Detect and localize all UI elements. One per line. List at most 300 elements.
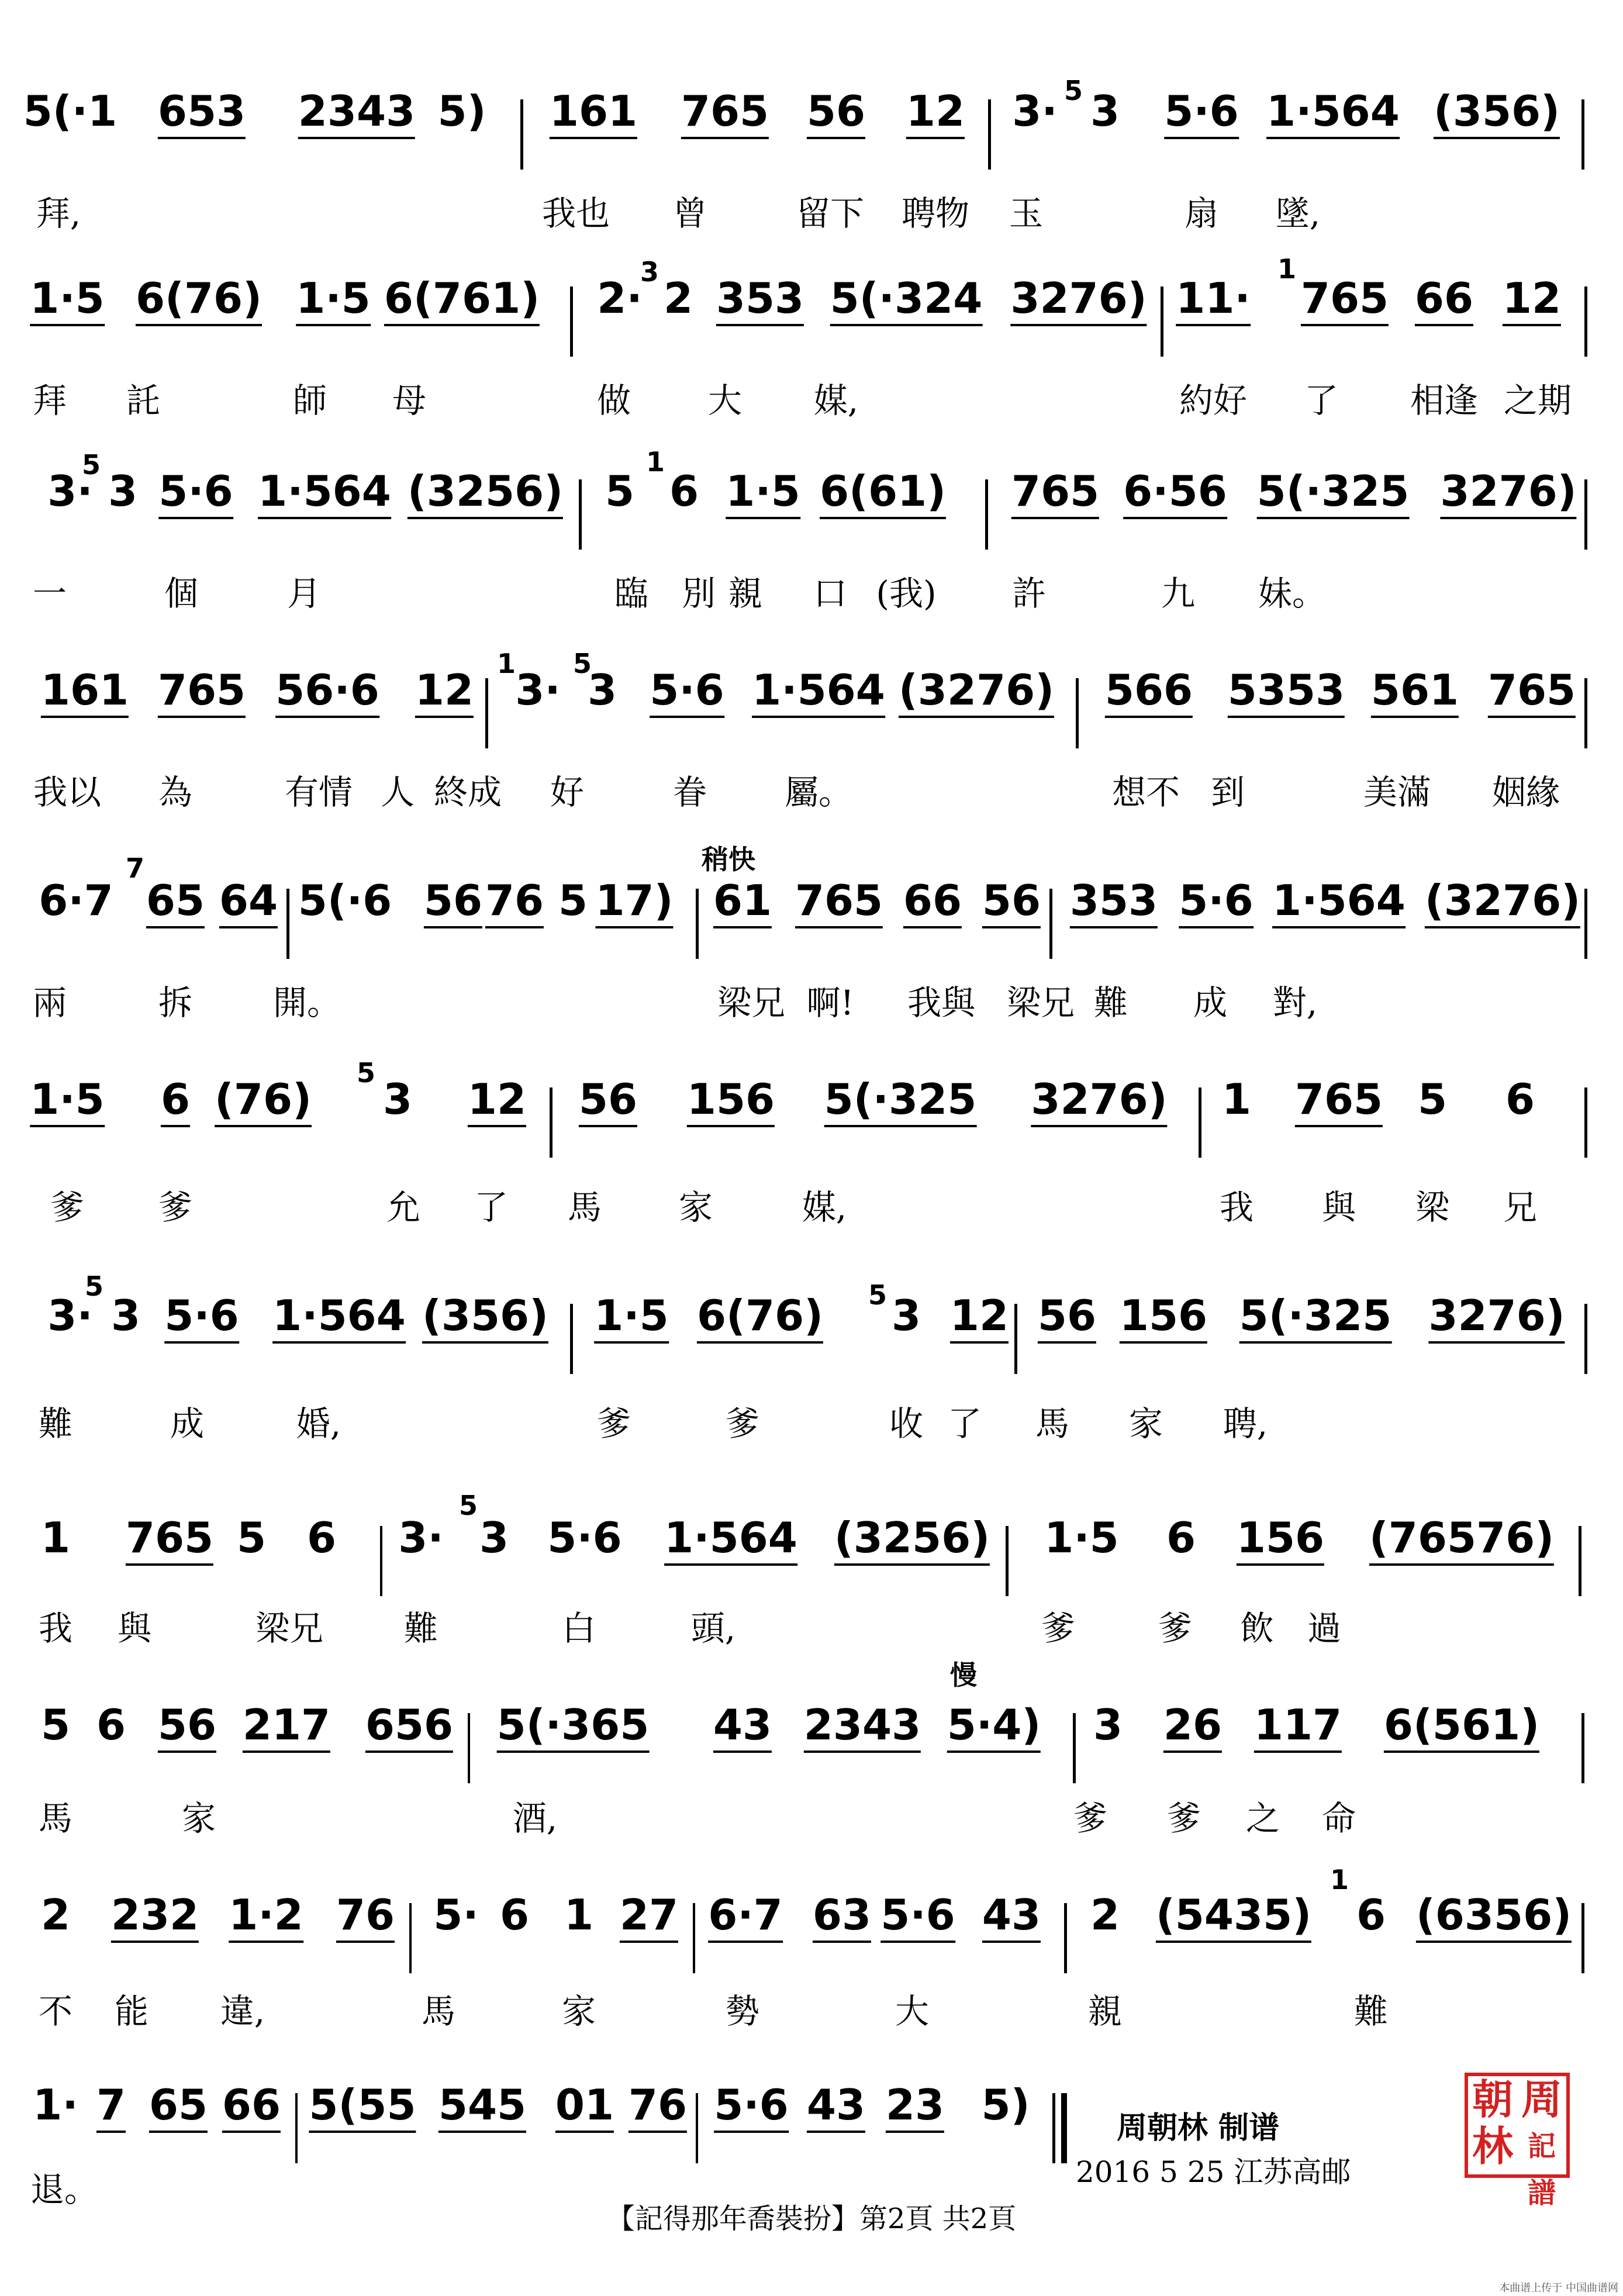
seal-char: 林 xyxy=(1472,2122,1513,2170)
note-group: 66 xyxy=(1415,275,1473,326)
lyric: 爹 xyxy=(50,1187,85,1227)
note-group: 27 xyxy=(620,1891,678,1943)
grace-note: 5 xyxy=(357,1057,376,1089)
notation-line xyxy=(0,648,1623,748)
notation-line xyxy=(0,446,1623,550)
lyric: 與 xyxy=(1321,1187,1356,1227)
bar-line xyxy=(1052,2093,1055,2163)
note-group: 6 xyxy=(161,1076,190,1127)
note-group: 43 xyxy=(982,1891,1041,1943)
note-group: 12 xyxy=(415,667,474,718)
lyric: 臨 xyxy=(614,574,649,613)
lyric: 美滿 xyxy=(1363,772,1432,812)
note-group: 56·6 xyxy=(275,667,379,718)
note-group: 6 xyxy=(96,1700,126,1749)
lyric: 難 xyxy=(403,1608,438,1648)
lyric: 能 xyxy=(114,1991,149,2031)
note-group: 5353 xyxy=(1228,667,1345,718)
note-group: (76) xyxy=(215,1076,312,1127)
lyric: 親 xyxy=(728,574,763,613)
note-group: 1· xyxy=(33,2080,78,2129)
bar-line xyxy=(409,1903,412,1973)
note-group: 3· xyxy=(47,467,93,516)
note-group: 5·6 xyxy=(714,2081,789,2133)
note-group: 65 xyxy=(146,877,205,928)
lyric: 爹 xyxy=(1041,1608,1076,1648)
lyric: 難 xyxy=(1093,983,1128,1023)
lyric: 聘物 xyxy=(901,194,970,233)
lyric: 約好 xyxy=(1179,381,1248,420)
note-group: 5·6 xyxy=(547,1513,622,1562)
lyric: 難 xyxy=(38,1404,73,1444)
note-group: 156 xyxy=(687,1076,775,1127)
note-group: 353 xyxy=(716,275,804,326)
lyric: 大 xyxy=(707,381,743,420)
note-group: 765 xyxy=(795,877,883,928)
note-group: 5·6 xyxy=(880,1891,955,1943)
note-group: (3256) xyxy=(834,1514,990,1566)
lyric: 頭, xyxy=(690,1608,736,1648)
note-group: 56 xyxy=(579,1076,637,1127)
lyric: 我 xyxy=(38,1608,73,1648)
lyric: 好 xyxy=(550,772,585,812)
lyric: 爹 xyxy=(596,1404,631,1444)
note-group: 2 xyxy=(1090,1890,1120,1939)
note-group: (5435) xyxy=(1156,1891,1311,1943)
note-group: 765 xyxy=(126,1514,213,1566)
lyrics-line xyxy=(0,772,1623,819)
seal-char: 周 xyxy=(1521,2075,1562,2124)
lyric: 馬 xyxy=(38,1798,73,1838)
note-group: 63 xyxy=(813,1891,871,1943)
lyric: 兄 xyxy=(1503,1187,1538,1227)
lyric: 拆 xyxy=(158,983,193,1023)
lyric: 過 xyxy=(1307,1608,1342,1648)
note-group: 353 xyxy=(1070,877,1158,928)
note-group: 5) xyxy=(981,2080,1030,2129)
note-group: 1·5 xyxy=(1044,1513,1119,1562)
note-group: 765 xyxy=(1295,1076,1383,1127)
note-group: (76576) xyxy=(1369,1514,1554,1566)
lyrics-line xyxy=(0,1991,1623,2038)
note-group: 1·5 xyxy=(30,275,105,326)
bar-line xyxy=(520,99,523,170)
note-group: 566 xyxy=(1105,667,1193,718)
note-group: (6356) xyxy=(1416,1891,1572,1943)
lyric: 大 xyxy=(895,1991,930,2031)
note-group: 1 xyxy=(1221,1075,1252,1124)
note-group: 3· xyxy=(398,1513,444,1562)
lyric: 家 xyxy=(561,1991,596,2031)
note-group: 3276) xyxy=(1010,275,1147,326)
lyric: 馬 xyxy=(1035,1404,1070,1444)
bar-line xyxy=(696,2093,698,2163)
note-group: 17) xyxy=(595,877,673,928)
lyric: 眷 xyxy=(672,772,707,812)
note-group: 5 xyxy=(40,1700,71,1749)
site-credit: 本曲谱上传于 中国曲谱网 xyxy=(1499,2282,1618,2294)
name-seal xyxy=(1465,2073,1570,2209)
lyric: 人 xyxy=(380,772,415,812)
bar-line xyxy=(1584,1087,1587,1158)
note-group: 232 xyxy=(111,1891,199,1943)
note-group: 5(·1 xyxy=(23,87,118,136)
lyric: 酒, xyxy=(512,1798,558,1838)
note-group: (3276) xyxy=(899,667,1054,718)
note-group: 43 xyxy=(807,2081,865,2133)
lyric: 別 xyxy=(681,574,716,613)
bar-line xyxy=(550,1087,552,1158)
lyric: 梁兄 xyxy=(717,983,786,1023)
note-group: 3 xyxy=(587,665,617,714)
lyric: 命 xyxy=(1321,1798,1356,1838)
grace-note: 5 xyxy=(85,1270,104,1302)
note-group: (356) xyxy=(1434,88,1560,139)
lyric: 梁 xyxy=(1415,1187,1450,1227)
bar-line xyxy=(1006,1526,1009,1596)
bar-line xyxy=(570,1304,573,1374)
bar-line xyxy=(1579,1526,1581,1596)
note-group: 217 xyxy=(243,1701,330,1753)
lyric: 爹 xyxy=(1073,1798,1108,1838)
lyric: 啊! xyxy=(806,983,854,1023)
note-group: 1 xyxy=(40,1513,71,1562)
note-group: 5·6 xyxy=(650,667,724,718)
note-group: 01 xyxy=(555,2081,614,2133)
lyric: 梁兄 xyxy=(1006,983,1075,1023)
note-group: 765 xyxy=(1488,667,1576,718)
note-group: 5(·6 xyxy=(298,876,392,925)
grace-note: 5 xyxy=(573,648,592,679)
page-footer: 【記得那年喬裝扮】第2頁 共2頁 xyxy=(606,2202,1017,2235)
note-group: 3 xyxy=(382,1075,413,1124)
bar-line xyxy=(1049,889,1052,959)
notation-line xyxy=(0,1701,1623,1783)
grace-note: 1 xyxy=(497,648,516,679)
note-group: 1·564 xyxy=(258,468,391,519)
note-group: 5 xyxy=(558,876,588,925)
note-group: 76 xyxy=(485,877,544,928)
lyric: 口 xyxy=(813,574,848,613)
bar-line xyxy=(1584,479,1587,550)
note-group: 6(76) xyxy=(697,1292,823,1344)
note-group: 1·5 xyxy=(594,1292,669,1344)
lyric: 墜, xyxy=(1275,194,1321,233)
lyric: 飲 xyxy=(1239,1608,1275,1648)
bar-line xyxy=(1014,1304,1017,1374)
grace-note: 3 xyxy=(640,256,659,288)
lyric: 我也 xyxy=(541,194,610,233)
lyric: 屬。 xyxy=(784,772,853,812)
note-group: 6 xyxy=(1166,1513,1196,1562)
lyric: 曾 xyxy=(672,194,707,233)
lyrics-line xyxy=(0,982,1623,1029)
bar-line xyxy=(295,2093,298,2163)
note-group: 156 xyxy=(1120,1292,1207,1344)
lyrics-line xyxy=(0,193,1623,240)
note-group: 6 xyxy=(499,1890,530,1939)
lyric: 一 xyxy=(32,574,67,613)
notation-line xyxy=(0,1270,1623,1374)
lyric: 爹 xyxy=(725,1404,760,1444)
note-group: (3256) xyxy=(408,468,563,519)
note-group: 5(55 xyxy=(309,2081,416,2133)
note-group: 3276) xyxy=(1440,468,1576,519)
note-group: 5·6 xyxy=(164,1292,239,1344)
bar-line xyxy=(286,889,289,959)
note-group: 76 xyxy=(336,1891,395,1943)
note-group: (3276) xyxy=(1425,877,1580,928)
note-group: 66 xyxy=(903,877,962,928)
lyric: 母 xyxy=(392,381,427,420)
note-group: 56 xyxy=(1038,1292,1096,1344)
note-group: 5(·365 xyxy=(497,1701,650,1753)
lyric: 馬 xyxy=(421,1991,456,2031)
note-group: 656 xyxy=(365,1701,453,1753)
note-group: 1·564 xyxy=(664,1514,797,1566)
lyric: 做 xyxy=(596,381,631,420)
lyric: 託 xyxy=(126,381,161,420)
bar-line xyxy=(468,1713,470,1783)
grace-note: 1 xyxy=(646,446,665,478)
note-group: 2· xyxy=(597,274,643,323)
bar-line xyxy=(380,1526,382,1596)
notation-line xyxy=(0,1057,1623,1158)
lyrics-line xyxy=(0,1608,1623,1655)
final-bar-line xyxy=(1061,2093,1067,2163)
note-group: 5(·325 xyxy=(1239,1292,1392,1344)
note-group: 6·7 xyxy=(39,876,113,925)
note-group: 64 xyxy=(219,877,278,928)
lyric: 爹 xyxy=(158,1187,193,1227)
lyric: 收 xyxy=(889,1404,924,1444)
note-group: 65 xyxy=(149,2081,208,2133)
note-group: 561 xyxy=(1371,667,1459,718)
lyric: 個 xyxy=(164,574,199,613)
note-group: 6(561) xyxy=(1384,1701,1539,1753)
note-group: 56 xyxy=(807,88,865,139)
bar-line xyxy=(579,479,582,550)
note-group: 66 xyxy=(222,2081,281,2133)
note-group: 653 xyxy=(158,88,246,139)
note-group: 3 xyxy=(110,1291,141,1340)
note-group: 1·564 xyxy=(1272,877,1406,928)
note-group: 3 xyxy=(479,1513,509,1562)
note-group: 3 xyxy=(891,1291,921,1340)
lyric: 親 xyxy=(1087,1991,1123,2031)
note-group: (356) xyxy=(422,1292,548,1344)
bar-line xyxy=(485,678,488,748)
note-group: 43 xyxy=(713,1701,772,1753)
note-group: 56 xyxy=(982,877,1041,928)
note-group: 1·2 xyxy=(229,1891,303,1943)
note-group: 1·5 xyxy=(296,275,371,326)
note-group: 5(·325 xyxy=(824,1076,977,1127)
lyric: (我) xyxy=(876,574,937,613)
lyric: 成 xyxy=(170,1404,205,1444)
note-group: 56 xyxy=(424,877,482,928)
lyric: 想不 xyxy=(1111,772,1180,812)
bar-line xyxy=(1199,1087,1201,1158)
note-group: 5 xyxy=(1417,1075,1448,1124)
tempo-marking: 慢 xyxy=(950,1659,977,1691)
lyrics-line xyxy=(0,1403,1623,1450)
lyric: 之 xyxy=(1245,1798,1280,1838)
notation-line xyxy=(0,253,1623,357)
note-group: 5 xyxy=(605,467,635,516)
lyric: 我以 xyxy=(33,772,102,812)
lyric: 拜 xyxy=(32,381,67,420)
bar-line xyxy=(1073,1713,1076,1783)
note-group: 1 xyxy=(564,1890,594,1939)
note-group: 3 xyxy=(108,467,138,516)
notation-line xyxy=(0,2081,1623,2163)
bar-line xyxy=(696,889,699,959)
note-group: 12 xyxy=(1503,275,1561,326)
tempo-marking: 稍快 xyxy=(702,844,755,875)
note-group: 6 xyxy=(306,1513,337,1562)
lyric: 家 xyxy=(678,1187,713,1227)
note-group: 12 xyxy=(906,88,965,139)
lyric: 我與 xyxy=(907,983,976,1023)
lyric: 扇 xyxy=(1184,194,1219,233)
lyric: 婚, xyxy=(296,1404,341,1444)
lyric: 妹。 xyxy=(1258,574,1327,613)
note-group: 11· xyxy=(1176,275,1251,326)
note-group: 6(761) xyxy=(384,275,540,326)
note-group: 3 xyxy=(1093,1700,1123,1749)
lyric: 允 xyxy=(386,1187,421,1227)
lyric: 了 xyxy=(1304,381,1339,420)
lyric: 違, xyxy=(220,1991,265,2031)
note-group: 3276) xyxy=(1031,1076,1167,1127)
note-group: 3· xyxy=(1012,87,1058,136)
note-group: 5·6 xyxy=(1179,877,1253,928)
notation-line xyxy=(0,1864,1623,1973)
bar-line xyxy=(570,286,573,357)
lyric: 兩 xyxy=(32,983,67,1023)
note-group: 161 xyxy=(41,667,129,718)
note-group: 3· xyxy=(47,1291,93,1340)
lyric: 勢 xyxy=(725,1991,760,2031)
lyric: 成 xyxy=(1193,983,1228,1023)
lyric: 到 xyxy=(1210,772,1245,812)
note-group: 545 xyxy=(438,2081,526,2133)
seal-char: 朝 xyxy=(1472,2075,1513,2124)
note-group: 12 xyxy=(950,1292,1009,1344)
note-group: 3· xyxy=(515,665,561,714)
bar-line xyxy=(1584,286,1587,357)
lyric: 家 xyxy=(1128,1404,1163,1444)
lyrics-line xyxy=(0,380,1623,427)
bar-line xyxy=(985,479,988,550)
lyric: 白 xyxy=(561,1608,596,1648)
lyric: 許 xyxy=(1011,574,1047,613)
lyric: 九 xyxy=(1161,574,1196,613)
note-group: 2343 xyxy=(298,88,415,139)
note-group: 5·6 xyxy=(158,468,233,519)
bar-line xyxy=(1161,286,1163,357)
arranger-credit: 周朝林 制谱 xyxy=(1117,2110,1280,2146)
note-group: 12 xyxy=(468,1076,526,1127)
grace-note: 5 xyxy=(1064,75,1083,106)
note-group: 765 xyxy=(158,667,246,718)
lyric: 難 xyxy=(1353,1991,1389,2031)
note-group: 5·6 xyxy=(1164,88,1239,139)
note-group: 5·4) xyxy=(947,1701,1041,1753)
lyric: 之期 xyxy=(1503,381,1572,420)
note-group: 765 xyxy=(1301,275,1389,326)
note-group: 26 xyxy=(1163,1701,1222,1753)
lyric: 我 xyxy=(1219,1187,1254,1227)
lyric: 師 xyxy=(292,381,327,420)
lyrics-line xyxy=(0,1187,1623,1234)
lyric: 媒, xyxy=(813,381,859,420)
note-group: 6 xyxy=(1356,1890,1386,1939)
lyric: 家 xyxy=(181,1798,216,1838)
notation-line xyxy=(0,75,1623,170)
note-group: 5(·324 xyxy=(830,275,983,326)
bar-line xyxy=(1581,99,1584,170)
grace-note: 1 xyxy=(1277,253,1297,285)
note-group: 2 xyxy=(40,1890,71,1939)
note-group: 5 xyxy=(236,1513,267,1562)
bar-line xyxy=(1581,1903,1584,1973)
lyric: 玉 xyxy=(1009,194,1044,233)
lyric: 終成 xyxy=(433,772,502,812)
lyric: 為 xyxy=(158,772,193,812)
note-group: 2343 xyxy=(804,1701,921,1753)
grace-note: 5 xyxy=(868,1279,888,1311)
note-group: 156 xyxy=(1237,1514,1324,1566)
note-group: 6 xyxy=(1505,1075,1535,1124)
lyric: 馬 xyxy=(567,1187,602,1227)
note-group: 1·564 xyxy=(752,667,885,718)
lyric: 月 xyxy=(286,574,322,613)
note-group: 5) xyxy=(437,87,486,136)
note-group: 1·564 xyxy=(1266,88,1400,139)
note-group: 6(76) xyxy=(136,275,262,326)
lyric: 退。 xyxy=(30,2170,99,2209)
note-group: 61 xyxy=(713,877,772,928)
bar-line xyxy=(1076,678,1079,748)
lyric: 有情 xyxy=(284,772,353,812)
lyrics-line xyxy=(0,573,1623,620)
note-group: 1·564 xyxy=(272,1292,406,1344)
bar-line xyxy=(693,1903,695,1973)
note-group: 765 xyxy=(681,88,769,139)
lyric: 梁兄 xyxy=(255,1608,324,1648)
note-group: 23 xyxy=(886,2081,944,2133)
note-group: 6·56 xyxy=(1123,468,1227,519)
seal-char: 記譜 xyxy=(1527,2130,1556,2209)
lyric: 與 xyxy=(117,1608,152,1648)
bar-line xyxy=(1584,1304,1587,1374)
lyric: 拜, xyxy=(36,194,81,233)
lyric: 留下 xyxy=(796,194,865,233)
lyric: 爹 xyxy=(1166,1798,1201,1838)
grace-note: 5 xyxy=(459,1490,478,1521)
bar-line xyxy=(988,99,991,170)
bar-line xyxy=(1581,1713,1584,1783)
note-group: 5· xyxy=(433,1890,479,1939)
note-group: 3 xyxy=(1090,87,1120,136)
note-group: 56 xyxy=(158,1701,216,1753)
lyric: 爹 xyxy=(1158,1608,1193,1648)
note-group: 76 xyxy=(629,2081,687,2133)
bar-line xyxy=(1584,889,1587,959)
lyric: 了 xyxy=(947,1404,982,1444)
